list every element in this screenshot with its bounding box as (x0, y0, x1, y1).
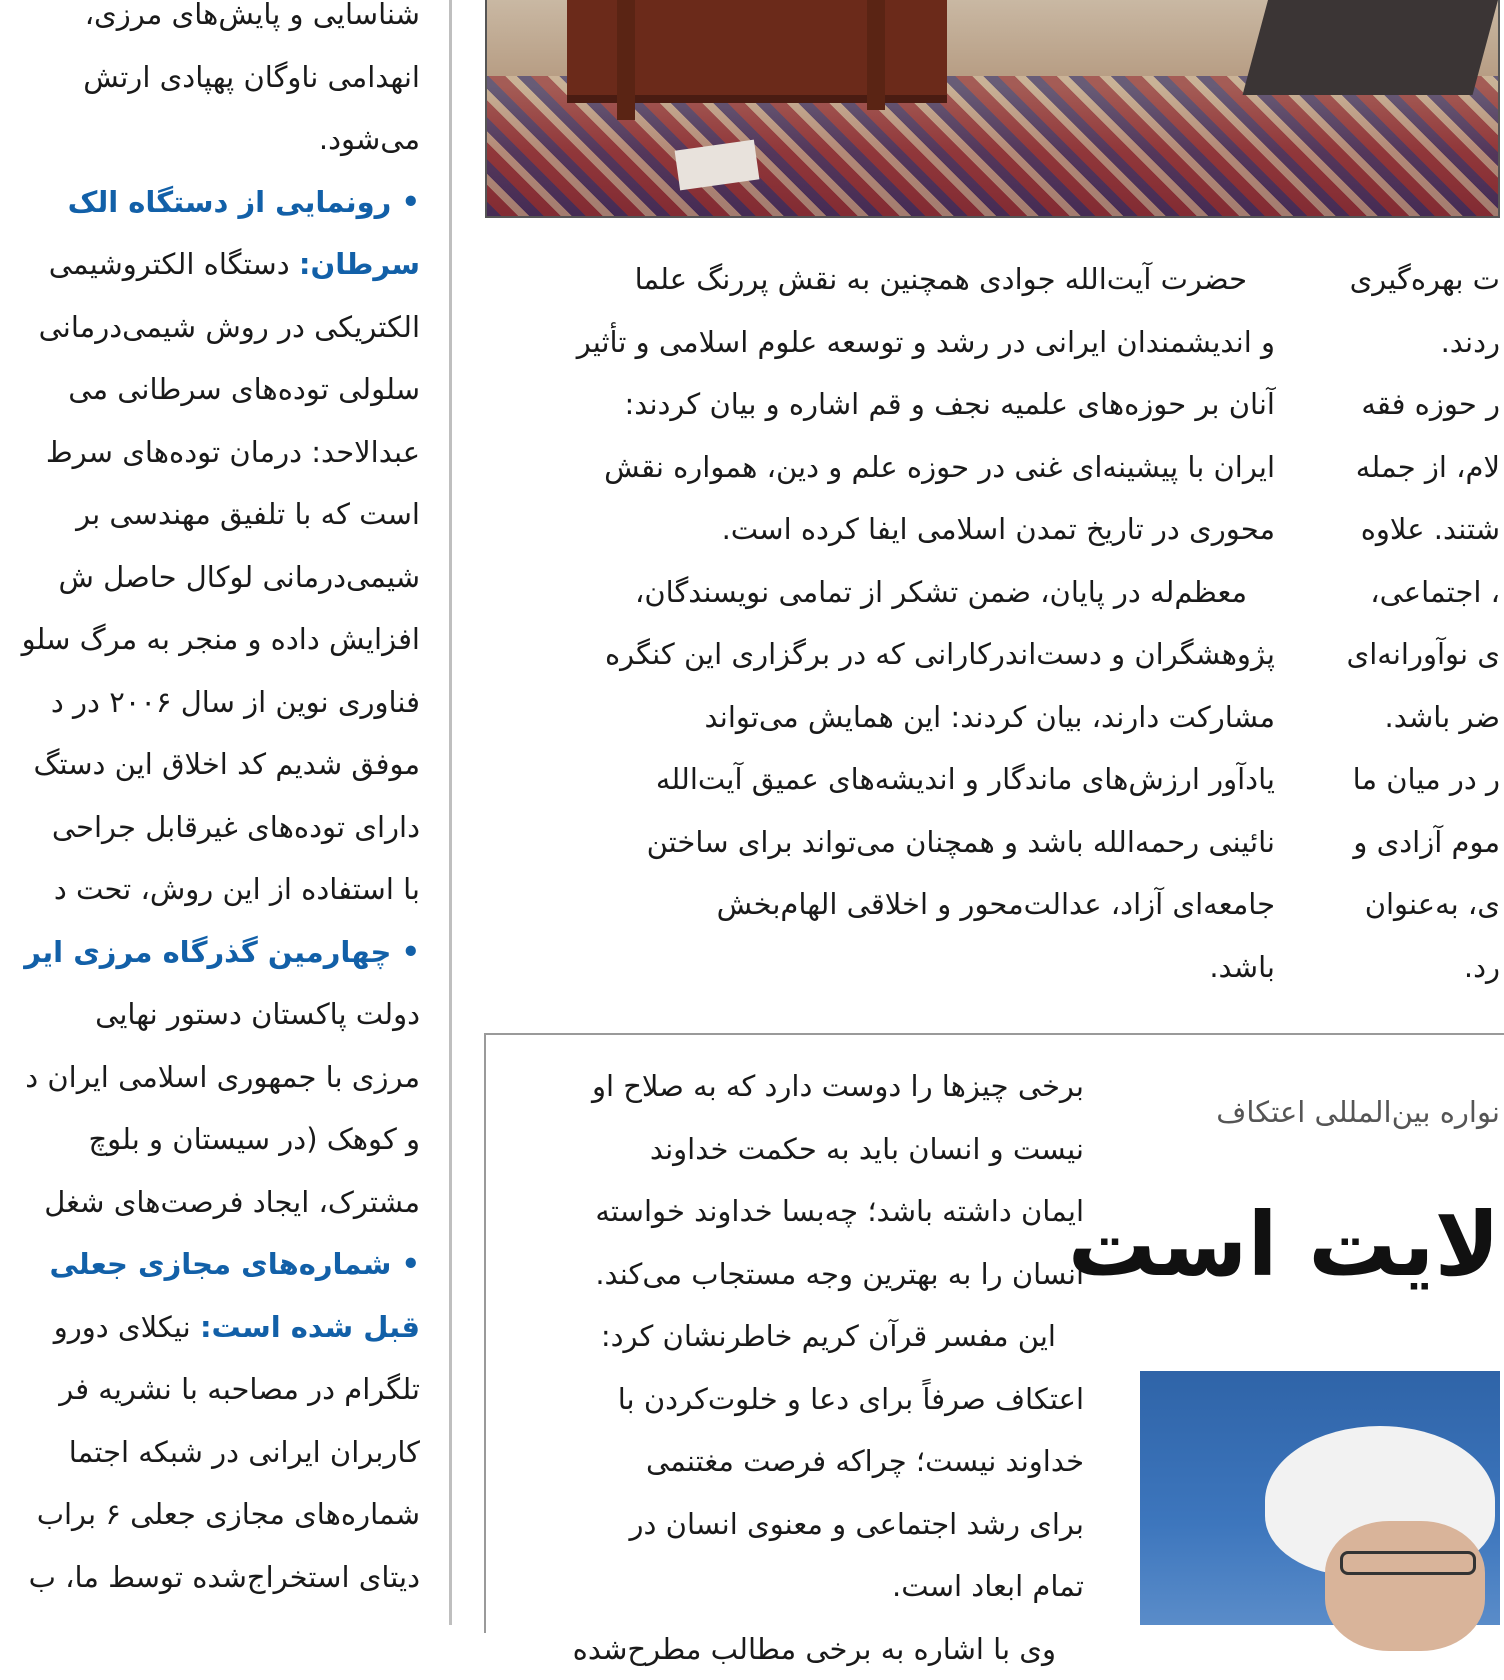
eyeglasses (1340, 1551, 1476, 1575)
box-paragraph-2 (514, 1305, 1084, 1618)
table-corner (1243, 0, 1498, 95)
text-line: می‌شود. (0, 108, 420, 171)
news-item-heading: • شماره‌های مجازی جعلی (0, 1233, 420, 1296)
box-paragraph-1 (514, 1055, 1084, 1305)
text-line: خداوند نیست؛ چراکه فرصت مغتنمی (514, 1430, 1084, 1493)
text-line: موفق شدیم کد اخلاق این دستگ (0, 733, 420, 796)
text-line: ، اجتماعی، (1340, 561, 1500, 624)
text-line: ایران با پیشینه‌ای غنی در حوزه علم و دین، همواره نقش (485, 436, 1275, 499)
news-item-heading-cont: سرطان: (299, 247, 420, 281)
text-line: شتند. علاوه (1340, 498, 1500, 561)
text-line: مشارکت دارند، بیان کردند: این همایش می‌تواند (485, 686, 1275, 749)
face (1325, 1521, 1485, 1651)
text-line: فناوری نوین از سال ۲۰۰۶ در د (0, 671, 420, 734)
middle-news-column (485, 248, 1275, 998)
text-line: کاربران ایرانی در شبکه اجتما (0, 1421, 420, 1484)
text-line: نائینی رحمه‌الله باشد و همچنان می‌تواند برای ساختن (485, 811, 1275, 874)
text-line: رد. (1340, 936, 1500, 999)
text-line: سلولی توده‌های سرطانی می (0, 358, 420, 421)
chair-leg (617, 0, 635, 120)
right-column-text (1340, 248, 1500, 998)
text-line: دولت پاکستان دستور نهایی (0, 983, 420, 1046)
text-line: و اندیشمندان ایرانی در رشد و توسعه علوم اسلامی و تأثیر (485, 311, 1275, 374)
text-line: جامعه‌ای آزاد، عدالت‌محور و اخلاقی الهام‌بخش (485, 873, 1275, 936)
text-line: است که با تلفیق مهندسی بر (0, 483, 420, 546)
left-column-text (0, 0, 420, 1608)
text-line: اعتکاف صرفاً برای دعا و خلوت‌کردن با (514, 1368, 1084, 1431)
text-line: پژوهشگران و دست‌اندرکارانی که در برگزاری این کنگره (485, 623, 1275, 686)
text-line: ردند. (1340, 311, 1500, 374)
text-line: تلگرام در مصاحبه با نشریه فر (0, 1358, 420, 1421)
text-line: تمام ابعاد است. (514, 1555, 1084, 1618)
text-line: لام، از جمله (1340, 436, 1500, 499)
meeting-room-photo (485, 0, 1500, 218)
box-article-column (514, 1055, 1084, 1625)
text-line: مشترک، ایجاد فرصت‌های شغل (0, 1171, 420, 1234)
article-headline: لایت است (1145, 1190, 1500, 1300)
text-line: با استفاده از این روش، تحت د (0, 858, 420, 921)
text-line: ی نوآورانه‌ای (1340, 623, 1500, 686)
text-line: برخی چیزها را دوست دارد که به صلاح او (514, 1055, 1084, 1118)
middle-paragraph-1 (485, 248, 1275, 561)
text-line: انهدامی ناوگان پهپادی ارتش (0, 46, 420, 109)
text-line: آنان بر حوزه‌های علمیه نجف و قم اشاره و بیان کردند: (485, 373, 1275, 436)
text-line: نیکلای دورو (54, 1310, 200, 1344)
text-line: ر حوزه فقه (1340, 373, 1500, 436)
text-line: موم آزادی و (1340, 811, 1500, 874)
box-paragraph-3 (514, 1618, 1084, 1680)
text-line: وی با اشاره به برخی مطالب مطرح‌شده (514, 1618, 1084, 1680)
text-line: شیمی‌درمانی لوکال حاصل ش (0, 546, 420, 609)
text-line: برای رشد اجتماعی و معنوی انسان در (514, 1493, 1084, 1556)
text-line: ضر باشد. (1340, 686, 1500, 749)
text-line: انسان را به بهترین وجه مستجاب می‌کند. (514, 1243, 1084, 1306)
text-line: شناسایی و پایش‌های مرزی، (0, 0, 420, 46)
text-line: یادآور ارزش‌های ماندگار و اندیشه‌های عمیق آیت‌الله (485, 748, 1275, 811)
right-news-column (1340, 248, 1500, 998)
news-item-heading-cont: قبل شده است: (200, 1310, 420, 1344)
text-line: ر در میان ما (1340, 748, 1500, 811)
text-line: باشد. (485, 936, 1275, 999)
text-line: محوری در تاریخ تمدن اسلامی ایفا کرده است. (485, 498, 1275, 561)
news-item-heading: • چهارمین گذرگاه مرزی ایر (0, 921, 420, 984)
text-line: معظم‌له در پایان، ضمن تشکر از تمامی نویسندگان، (485, 561, 1275, 624)
chair-leg (867, 0, 885, 110)
middle-paragraph-2 (485, 561, 1275, 999)
text-line: ایمان داشته باشد؛ چه‌بسا خداوند خواسته (514, 1180, 1084, 1243)
news-item-heading: • رونمایی از دستگاه الک (0, 171, 420, 234)
text-line: دیتای استخراج‌شده توسط ما، ب (0, 1546, 420, 1609)
text-line: دستگاه الکتروشیمی (49, 247, 299, 281)
text-line: عبدالاحد: درمان توده‌های سرط (0, 421, 420, 484)
text-line: الکتریکی در روش شیمی‌درمانی (0, 296, 420, 359)
text-line: و کوهک (در سیستان و بلوچ (0, 1108, 420, 1171)
column-divider (449, 0, 452, 1625)
text-line: نیست و انسان باید به حکمت خداوند (514, 1118, 1084, 1181)
text-line: افزایش داده و منجر به مرگ سلو (0, 608, 420, 671)
text-line: حضرت آیت‌الله جوادی همچنین به نقش پررنگ علما (485, 248, 1275, 311)
text-line: این مفسر قرآن کریم خاطرنشان کرد: (514, 1305, 1084, 1368)
text-line: دارای توده‌های غیرقابل جراحی (0, 796, 420, 859)
text-line: مرزی با جمهوری اسلامی ایران د (0, 1046, 420, 1109)
cleric-portrait-photo (1140, 1371, 1500, 1625)
text-line: شماره‌های مجازی جعلی ۶ براب (0, 1483, 420, 1546)
text-line: ی، به‌عنوان (1340, 873, 1500, 936)
article-kicker: نواره بین‌المللی اعتکاف (1145, 1095, 1500, 1145)
text-line: ت بهره‌گیری (1340, 248, 1500, 311)
